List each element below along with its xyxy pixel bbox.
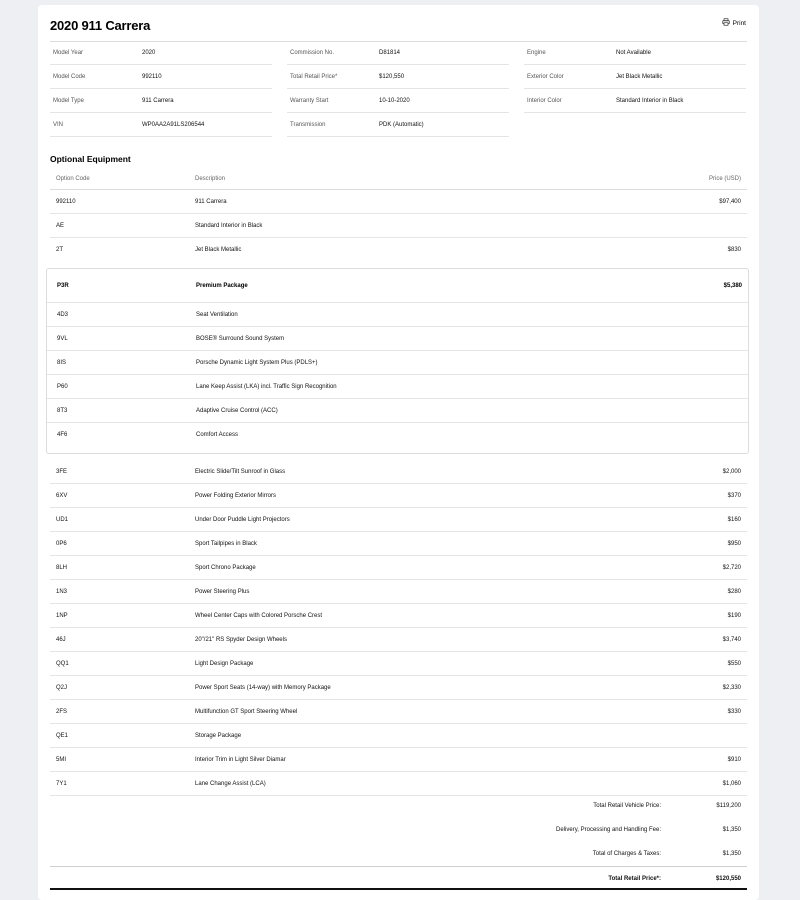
table-row — [50, 676, 747, 700]
option-code: 1NP — [56, 612, 68, 619]
spec-label: Engine — [527, 49, 546, 56]
spec-value: 992110 — [142, 73, 162, 80]
option-code: 4F6 — [57, 432, 68, 438]
option-price: $370 — [727, 492, 741, 499]
spec-grid — [50, 41, 747, 137]
vehicle-details-card — [38, 5, 759, 900]
option-description: Lane Change Assist (LCA) — [195, 780, 266, 787]
spec-label: Total Retail Price* — [290, 73, 338, 80]
option-description: Light Design Package — [195, 660, 254, 667]
option-code: Q2J — [56, 684, 68, 691]
option-price: $1,060 — [722, 780, 741, 787]
package-item-row — [47, 303, 748, 327]
option-price: $950 — [727, 540, 741, 547]
option-code: 3FE — [56, 468, 68, 475]
spec-label: Transmission — [290, 121, 326, 128]
option-price: $830 — [727, 247, 741, 253]
header-option-code: Option Code — [56, 175, 90, 182]
option-description: Power Folding Exterior Mirrors — [195, 492, 277, 499]
option-description: 911 Carrera — [195, 198, 227, 205]
spec-value: 2020 — [142, 49, 156, 56]
options-list-top — [50, 190, 747, 262]
package-item-row — [47, 327, 748, 351]
summary-label: Delivery, Processing and Handling Fee: — [556, 827, 661, 833]
option-description: 20"/21" RS Spyder Design Wheels — [195, 636, 287, 643]
option-code: 1N3 — [56, 588, 68, 595]
page-title: 2020 911 Carrera — [50, 18, 151, 33]
spec-value: 911 Carrera — [142, 97, 174, 104]
option-code: 7Y1 — [56, 780, 67, 787]
spec-label: Model Code — [53, 73, 86, 80]
table-row — [50, 628, 747, 652]
option-code: P60 — [57, 383, 68, 390]
total-value: $120,550 — [715, 876, 741, 882]
table-row — [50, 604, 747, 628]
package-item-row — [47, 351, 748, 375]
summary-value: $1,350 — [722, 851, 741, 857]
option-code: AE — [56, 222, 65, 229]
package-item-row — [47, 375, 748, 399]
package-item-row — [47, 399, 748, 423]
option-price: $550 — [727, 660, 741, 667]
option-code: 46J — [56, 636, 66, 643]
option-code: 4D3 — [57, 311, 69, 318]
price-summary — [50, 794, 747, 891]
option-price: $2,720 — [722, 564, 741, 571]
option-description: Electric Slide/Tilt Sunroof in Glass — [195, 468, 286, 475]
options-table-header — [50, 168, 747, 190]
section-title: Optional Equipment — [50, 154, 131, 164]
header-description: Description — [195, 175, 226, 182]
option-price: $280 — [727, 588, 741, 595]
option-code: 2FS — [56, 708, 68, 715]
table-row — [50, 700, 747, 724]
option-code: 5MI — [56, 756, 67, 763]
option-description: Comfort Access — [196, 432, 239, 438]
spec-label: Exterior Color — [527, 73, 564, 80]
spec-row — [524, 41, 746, 65]
option-description: Sport Chrono Package — [195, 564, 256, 571]
spec-row — [287, 41, 509, 65]
package-code: P3R — [57, 282, 69, 289]
table-row — [50, 724, 747, 748]
option-code: 9VL — [57, 335, 68, 342]
summary-label: Total Retail Vehicle Price: — [593, 803, 661, 809]
spec-row — [287, 113, 509, 137]
spec-label: Commission No. — [290, 49, 335, 56]
option-code: 8T3 — [57, 407, 68, 414]
package-price: $5,380 — [723, 282, 742, 289]
printer-icon — [722, 18, 730, 28]
spec-column — [524, 41, 746, 113]
options-list-bottom — [50, 460, 747, 796]
spec-value: 10-10-2020 — [379, 97, 410, 104]
spec-row — [50, 41, 272, 65]
summary-row — [50, 818, 747, 842]
option-description: Power Steering Plus — [195, 588, 250, 595]
spec-label: Warranty Start — [290, 97, 329, 104]
spec-value: $120,550 — [379, 73, 405, 80]
option-description: Wheel Center Caps with Colored Porsche Crest — [195, 612, 323, 619]
option-description: Standard Interior in Black — [195, 222, 263, 229]
package-description: Premium Package — [196, 282, 248, 289]
option-code: 992110 — [56, 198, 76, 205]
option-description: Jet Black Metallic — [195, 247, 242, 253]
spec-label: VIN — [53, 121, 64, 128]
table-row — [50, 652, 747, 676]
spec-row — [50, 89, 272, 113]
divider — [50, 888, 747, 890]
package-header-row — [47, 269, 748, 303]
option-code: 8IS — [57, 359, 67, 366]
table-row — [50, 580, 747, 604]
spec-value: Jet Black Metallic — [616, 73, 663, 80]
option-price: $2,330 — [722, 684, 741, 691]
option-price: $3,740 — [722, 636, 741, 643]
option-code: 8LH — [56, 564, 68, 571]
spec-value: Standard Interior in Black — [616, 97, 684, 104]
table-row — [50, 748, 747, 772]
option-description: Under Door Puddle Light Projectors — [195, 516, 290, 523]
option-code: UD1 — [56, 516, 69, 523]
option-description: BOSE® Surround Sound System — [196, 335, 285, 342]
option-description: Seat Ventilation — [196, 311, 238, 318]
table-row — [50, 484, 747, 508]
option-code: 0P6 — [56, 540, 67, 547]
option-price: $97,400 — [719, 198, 741, 205]
table-row — [50, 238, 747, 262]
spec-row — [524, 89, 746, 113]
option-description: Storage Package — [195, 732, 242, 739]
table-row — [50, 460, 747, 484]
summary-value: $1,350 — [722, 827, 741, 833]
print-button[interactable] — [722, 18, 746, 28]
summary-value: $119,200 — [716, 803, 741, 809]
option-price: $330 — [727, 708, 741, 715]
option-description: Interior Trim in Light Silver Diamar — [195, 756, 286, 763]
table-row — [50, 772, 747, 796]
table-row — [50, 190, 747, 214]
option-code: QE1 — [56, 732, 69, 739]
spec-row — [50, 65, 272, 89]
spec-row — [287, 89, 509, 113]
option-price: $160 — [727, 516, 741, 523]
table-row — [50, 508, 747, 532]
summary-row — [50, 842, 747, 866]
summary-label: Total of Charges & Taxes: — [592, 851, 661, 857]
spec-value: Not Available — [616, 49, 651, 56]
option-price: $910 — [727, 756, 741, 763]
premium-package-group — [46, 268, 749, 454]
header-price: Price (USD) — [708, 175, 741, 182]
total-label: Total Retail Price*: — [608, 876, 661, 882]
table-row — [50, 532, 747, 556]
spec-value: D81814 — [379, 49, 401, 56]
option-price: $190 — [727, 612, 741, 619]
option-description: Adaptive Cruise Control (ACC) — [196, 407, 278, 414]
table-row — [50, 556, 747, 580]
spec-row — [50, 113, 272, 137]
spec-row — [287, 65, 509, 89]
option-description: Multifunction GT Sport Steering Wheel — [195, 708, 298, 715]
spec-column — [287, 41, 509, 137]
spec-column — [50, 41, 272, 137]
option-code: 6XV — [56, 492, 68, 499]
table-row — [50, 214, 747, 238]
spec-value: PDK (Automatic) — [379, 121, 424, 128]
option-description: Power Sport Seats (14-way) with Memory Package — [195, 684, 331, 691]
spec-row — [524, 65, 746, 89]
option-price: $2,000 — [722, 468, 741, 475]
option-description: Porsche Dynamic Light System Plus (PDLS+) — [196, 359, 318, 366]
option-description: Sport Tailpipes in Black — [195, 540, 257, 547]
option-code: QQ1 — [56, 660, 69, 667]
summary-row — [50, 794, 747, 818]
spec-value: WP0AA2A91LS206544 — [142, 121, 205, 128]
spec-label: Model Year — [53, 49, 84, 56]
option-code: 2T — [56, 247, 64, 253]
spec-label: Model Type — [53, 97, 84, 104]
package-item-row — [47, 423, 748, 447]
print-label: Print — [732, 19, 746, 27]
option-description: Lane Keep Assist (LKA) incl. Traffic Sign Recognition — [196, 383, 337, 390]
spec-label: Interior Color — [527, 97, 562, 104]
